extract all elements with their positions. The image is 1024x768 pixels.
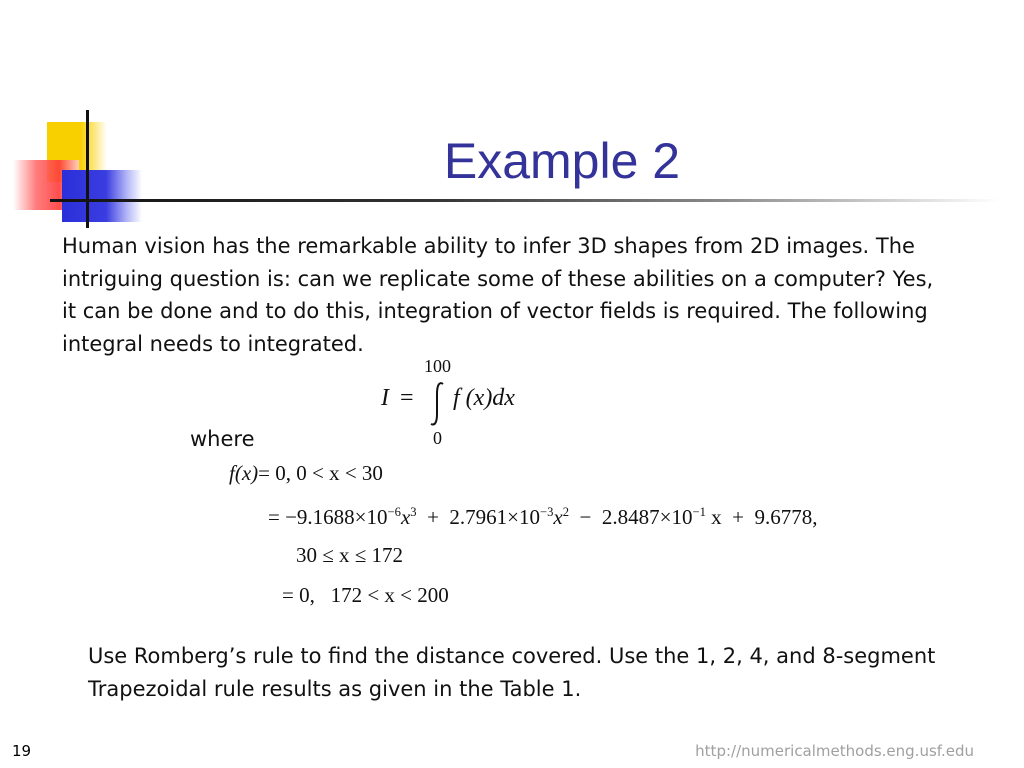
piecewise-line-3: 30 ≤ x ≤ 172: [296, 543, 404, 567]
exp-3: −1: [692, 504, 706, 519]
intro-paragraph: Human vision has the remarkable ability to infer 3D shapes from 2D images. The intriguing question is: can we replicate some of these abilities on a computer? Yes, it can be done and to do this, integration of vector fields is required. The following integral needs to integrated.: [62, 234, 934, 356]
page-number: 19: [12, 742, 32, 760]
integral-lhs: I: [381, 385, 389, 411]
exp-2: −3: [540, 504, 554, 519]
integral-sign-icon: [428, 380, 448, 428]
slide-logo-decoration: [0, 0, 160, 240]
slide-title: Example 2: [443, 133, 681, 189]
title-underline: [50, 199, 1000, 202]
coef-2: + 2.7961×10: [416, 505, 540, 529]
instruction-paragraph: Use Romberg’s rule to find the distance covered. Use the 1, 2, 4, and 8-segment Trapezoidal rule results as given in the Table 1.: [88, 644, 936, 701]
piecewise-line-2: [268, 505, 817, 530]
power-1: 3: [410, 504, 417, 519]
exp-1: −6: [387, 504, 401, 519]
footer-url: http://numericalmethods.eng.usf.edu: [695, 742, 974, 760]
integral-integrand: f (x)dx: [453, 385, 515, 411]
integral-upper-limit: 100: [424, 356, 451, 376]
logo-vertical-line: [86, 110, 89, 228]
coef-1: = −9.1688×10: [268, 505, 388, 529]
var-x-2: x: [553, 505, 563, 529]
piecewise-line-1: [229, 461, 383, 486]
piecewise-line-4: = 0, 172 < x < 200: [282, 583, 449, 607]
integral-equals: =: [400, 385, 414, 411]
power-2: 2: [562, 504, 570, 519]
piecewise-line-1-rest: = 0, 0 < x < 30: [258, 461, 383, 485]
integral-lower-limit: 0: [433, 428, 442, 448]
fx-label: f(x): [229, 461, 259, 485]
coef-3: − 2.8487×10: [569, 505, 693, 529]
var-x-1: x: [400, 505, 411, 529]
logo-blue-square: [62, 170, 142, 222]
linear-and-constant-term: x + 9.6778,: [705, 505, 818, 529]
where-label: where: [190, 427, 255, 451]
